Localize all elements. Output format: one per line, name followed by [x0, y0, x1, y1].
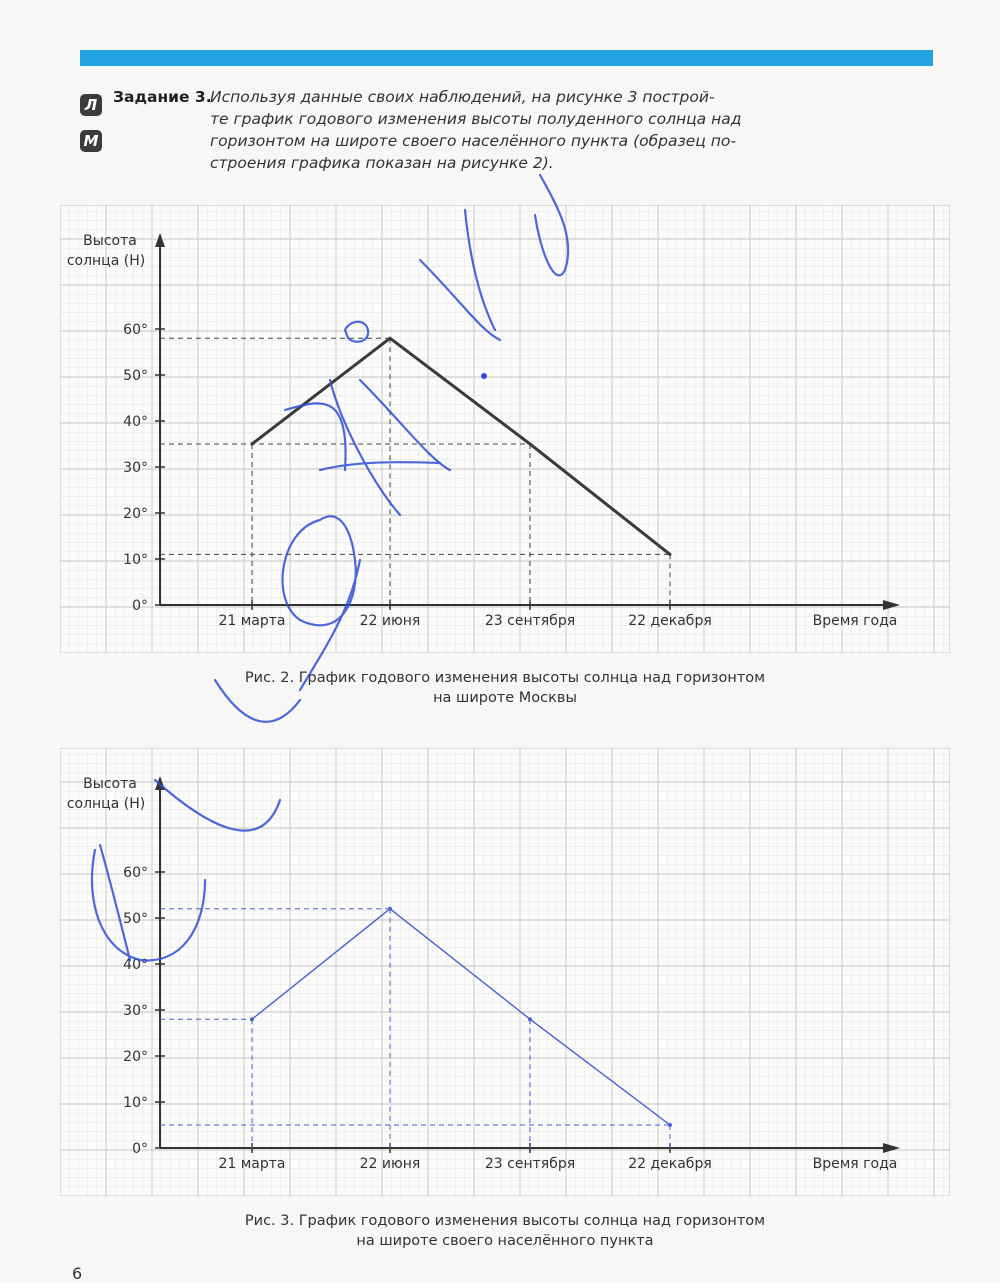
- y-tick-label: 40°: [123, 957, 148, 973]
- y-tick-label: 30°: [123, 460, 148, 476]
- y-tick-label: 10°: [123, 1095, 148, 1111]
- x-tick-label: 22 декабря: [628, 1156, 712, 1172]
- y-tick-label: 20°: [123, 506, 148, 522]
- y-axis-label-line-2: солнца (H): [66, 796, 146, 812]
- task-text-line-2: те график годового изменения высоты полуденного солнца над: [210, 110, 742, 128]
- figure2-caption-line-2: на широте Москвы: [433, 690, 577, 706]
- task-text-line-4: строения графика показан на рисунке 2).: [210, 154, 554, 172]
- badge-l: Л: [80, 94, 102, 116]
- task-text-line-1: Используя данные своих наблюдений, на рисунке 3 построй-: [210, 88, 715, 106]
- y-tick-label: 50°: [123, 911, 148, 927]
- x-tick-label: 21 марта: [218, 1156, 286, 1172]
- x-tick-label: 21 марта: [218, 613, 286, 629]
- y-tick-label: 50°: [123, 368, 148, 384]
- figure3-caption-line-1: Рис. 3. График годового изменения высоты солнца над горизонтом: [244, 1213, 766, 1229]
- x-tick-label: 22 декабря: [628, 613, 712, 629]
- y-tick-label: 40°: [123, 414, 148, 430]
- task-label: Задание 3.: [113, 88, 212, 106]
- x-axis-label: Время года: [812, 1156, 898, 1172]
- figure2-caption-line-1: Рис. 2. График годового изменения высоты солнца над горизонтом: [244, 670, 766, 686]
- x-tick-label: 23 сентября: [484, 1156, 576, 1172]
- y-tick-label: 60°: [123, 322, 148, 338]
- x-axis-label: Время года: [812, 613, 898, 629]
- badge-m: М: [80, 130, 102, 152]
- page-number: 6: [72, 1264, 83, 1283]
- y-axis-label-line-2: солнца (H): [66, 253, 146, 269]
- y-tick-label: 10°: [123, 552, 148, 568]
- y-tick-label: 60°: [123, 865, 148, 881]
- y-tick-label: 30°: [123, 1003, 148, 1019]
- task-text-line-3: горизонтом на широте своего населённого пункта (образец по-: [210, 132, 736, 150]
- y-tick-label: 0°: [132, 1141, 148, 1157]
- x-tick-label: 22 июня: [359, 613, 421, 629]
- x-tick-label: 23 сентября: [484, 613, 576, 629]
- y-tick-label: 0°: [132, 598, 148, 614]
- y-axis-label-line-1: Высота: [83, 233, 137, 249]
- y-axis-label-line-1: Высота: [83, 776, 137, 792]
- x-tick-label: 22 июня: [359, 1156, 421, 1172]
- figure3-caption-line-2: на широте своего населённого пункта: [356, 1233, 654, 1249]
- y-tick-label: 20°: [123, 1049, 148, 1065]
